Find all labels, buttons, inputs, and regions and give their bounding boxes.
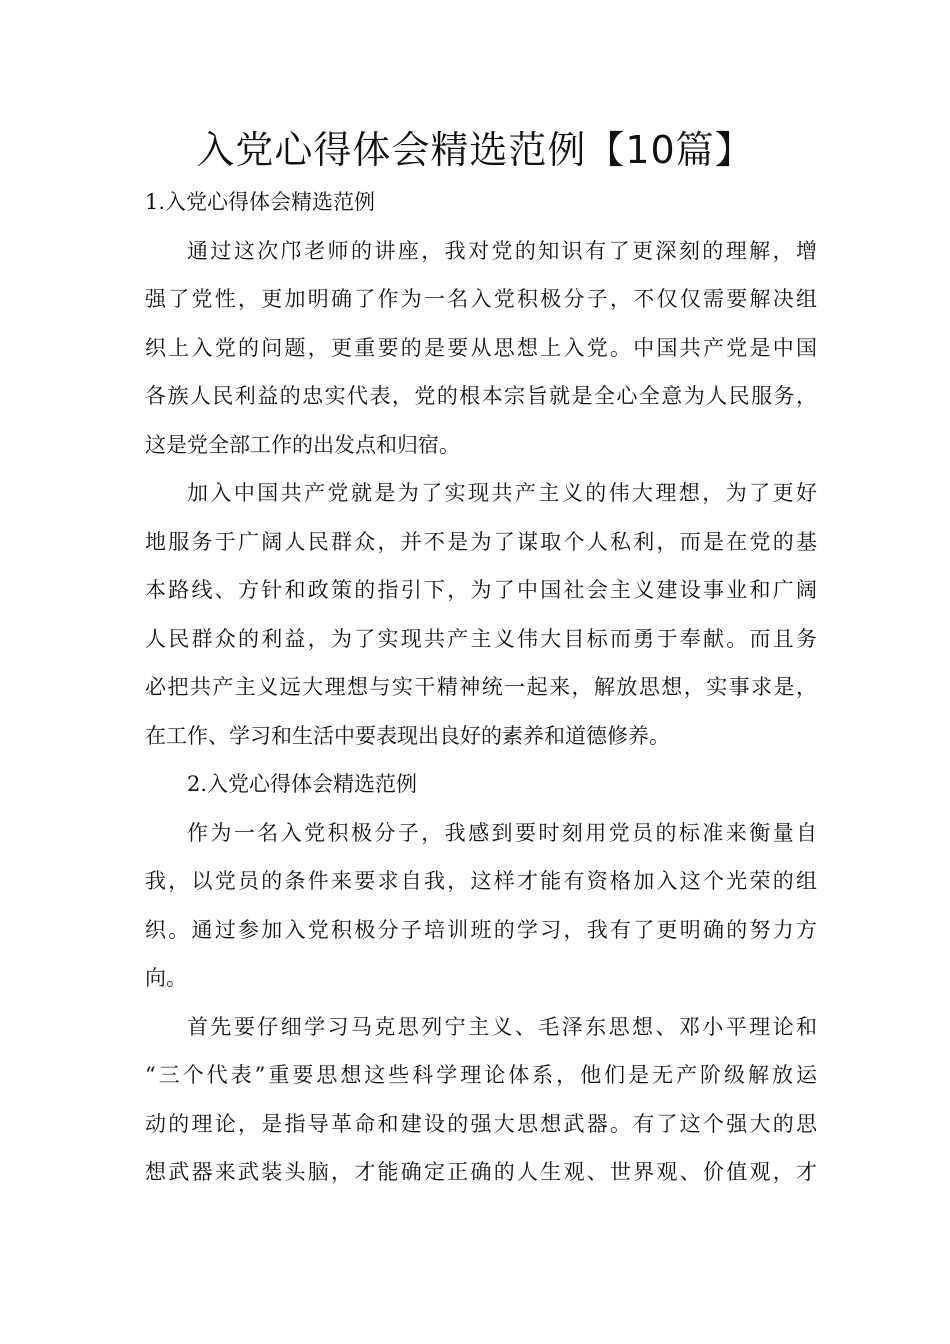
paragraph <box>145 1003 817 1197</box>
text-line: 地服务于广阔人民群众，并不是为了谋取个人私利，而是在党的基 <box>145 529 817 554</box>
text-line: 想武器来武装头脑，才能确定正确的人生观、世界观、价值观，才 <box>145 1160 817 1184</box>
text-line: 加入中国共产党就是为了实现共产主义的伟大理想，为了更好 <box>187 481 817 505</box>
text-line: 强了党性，更加明确了作为一名入党积极分子，不仅仅需要解决组 <box>145 287 817 311</box>
text-line: 我，以党员的条件来要求自我，这样才能有资格加入这个光荣的组 <box>145 869 817 893</box>
text-line: 必把共产主义远大理想与实干精神统一起来，解放思想，实事求是， <box>145 675 817 699</box>
section-heading-1: 1.入党心得体会精选范例 <box>145 190 376 214</box>
document-body <box>145 178 817 1197</box>
text-line: 通过这次邝老师的讲座，我对党的知识有了更深刻的理解，增 <box>187 238 817 263</box>
text-line: 织。通过参加入党积极分子培训班的学习，我有了更明确的努力方 <box>145 917 817 942</box>
text-line: 首先要仔细学习马克思列宁主义、毛泽东思想、邓小平理论和 <box>187 1014 817 1039</box>
text-line: 作为一名入党积极分子，我感到要时刻用党员的标准来衡量自 <box>187 820 817 845</box>
text-line: 在工作、学习和生活中要表现出良好的素养和道德修养。 <box>145 723 670 748</box>
text-line: “三个代表”重要思想这些科学理论体系，他们是无产阶级解放运 <box>145 1063 817 1087</box>
text-line: 本路线、方针和政策的指引下，为了中国社会主义建设事业和广阔 <box>145 578 817 602</box>
text-line: 动的理论，是指导革命和建设的强大思想武器。有了这个强大的思 <box>145 1111 817 1136</box>
paragraph <box>145 227 817 470</box>
text-line: 人民群众的利益，为了实现共产主义伟大目标而勇于奉献。而且务 <box>145 626 817 651</box>
paragraph <box>145 809 817 1003</box>
text-line: 各族人民利益的忠实代表，党的根本宗旨就是全心全意为人民服务， <box>145 384 817 408</box>
text-line: 织上入党的问题，更重要的是要从思想上入党。中国共产党是中国 <box>145 335 817 360</box>
text-line: 向。 <box>145 966 187 990</box>
document-title: 入党心得体会精选范例【10篇】 <box>196 128 754 172</box>
text-line: 这是党全部工作的出发点和归宿。 <box>145 432 460 457</box>
paragraph <box>145 469 817 760</box>
section-heading-2: 2.入党心得体会精选范例 <box>187 772 418 796</box>
